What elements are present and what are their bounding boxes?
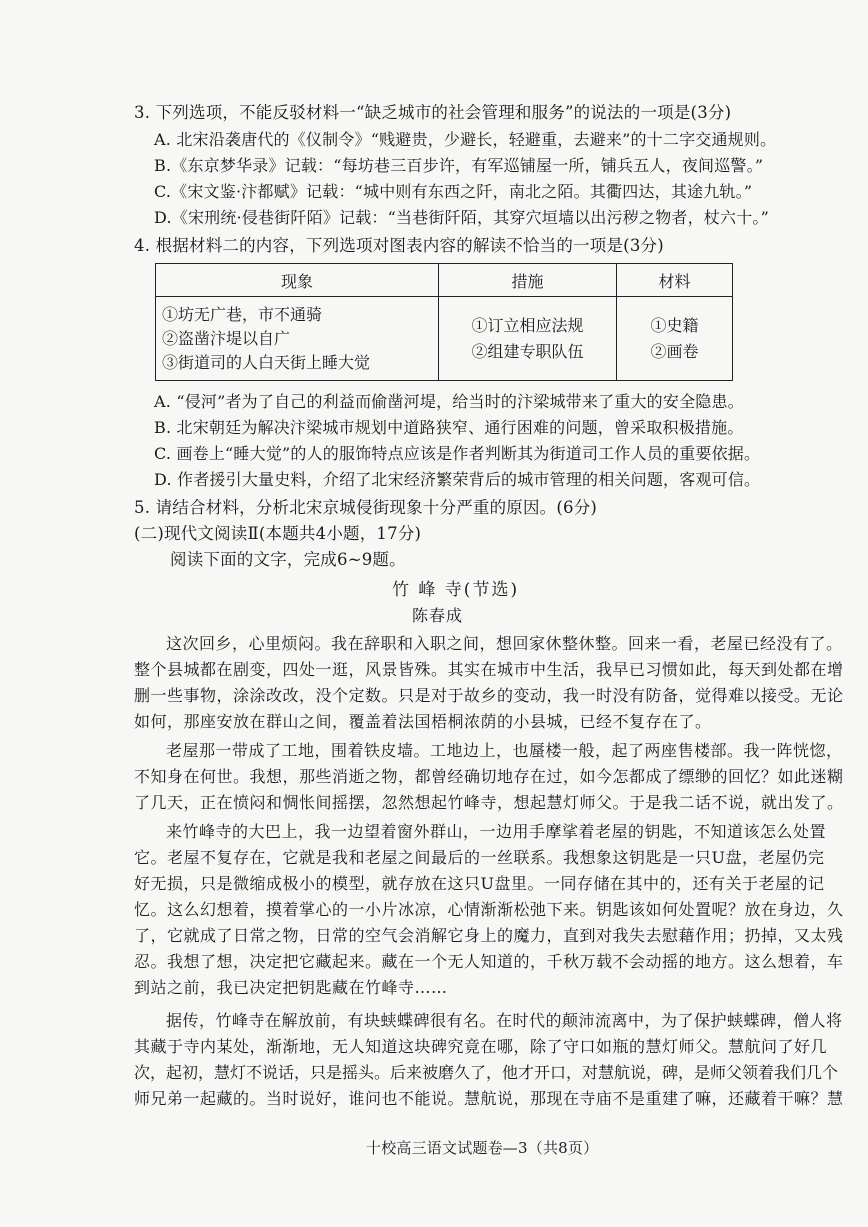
body-line: 好无损，只是微缩成极小的模型，就存放在这只U盘里。一同存储在其中的，还有关于老屋的记 — [134, 874, 825, 893]
body-line: 师兄弟一起藏的。当时说好，谁问也不能说。慧航说，那现在寺庙不是重建了嘛，还藏着干嘛？慧 — [134, 1089, 844, 1108]
article-title: 竹 峰 寺(节选) — [392, 580, 520, 600]
material-2: ②画卷 — [650, 341, 699, 361]
phenomenon-3: ③街道司的人白天街上睡大觉 — [162, 352, 371, 372]
page-footer: 十校高三语文试题卷—3（共8页） — [366, 1139, 599, 1157]
body-line: 老屋那一带成了工地，围着铁皮墙。工地边上，也蜃楼一般，起了两座售楼部。我一阵恍惚， — [166, 741, 843, 760]
question-3-option-a: A. 北宋沿袭唐代的《仪制令》“贱避贵，少避长，轻避重，去避来”的十二字交通规则。 — [154, 130, 777, 149]
question-4-option-c: C. 画卷上“睡大觉”的人的服饰特点应该是作者判断其为街道司工作人员的重要依据。 — [154, 444, 761, 463]
body-line: 如何，那座安放在群山之间，覆盖着法国梧桐浓荫的小县城，已经不复存在了。 — [134, 712, 712, 731]
material-1: ①史籍 — [650, 315, 699, 335]
body-line: 不知身在何世。我想，那些消逝之物，都曾经确切地存在过，如今怎都成了缥缈的回忆？如此迷糊 — [134, 767, 844, 786]
body-line: 次，起初，慧灯不说话，只是摇头。后来被磨久了，他才开口，对慧航说，碑，是师父领着我们几个 — [134, 1063, 839, 1082]
question-3-option-c: C.《宋文鉴·汴都赋》记载：“城中则有东西之阡，南北之陌。其衢四达，其途九轨。” — [154, 182, 753, 201]
body-line: 删一些事物，涂涂改改，没个定数。只是对于故乡的变动，我一时没有防备，觉得难以接受。无论 — [134, 686, 844, 705]
body-line: 这次回乡，心里烦闷。我在辞职和入职之间，想回家休整休整。回来一看，老屋已经没有了。 — [166, 634, 843, 653]
materials-cell — [617, 297, 733, 381]
body-line: 据传，竹峰寺在解放前，有块蛱蝶碑很有名。在时代的颠沛流离中，为了保护蛱蝶碑，僧人将 — [166, 1011, 843, 1030]
body-line: 了几天，正在愤闷和惆怅间摇摆，忽然想起竹峰寺，想起慧灯师父。于是我二话不说，就出发了。 — [134, 793, 844, 812]
question-4-stem: 4. 根据材料二的内容，下列选项对图表内容的解读不恰当的一项是(3分) — [134, 236, 664, 255]
question-3-stem: 3. 下列选项，不能反驳材料一“缺乏城市的社会管理和服务”的说法的一项是(3分) — [134, 103, 732, 122]
body-line: 忆。这么幻想着，摸着掌心的一小片冰凉，心情渐渐松弛下来。钥匙该如何处置呢？放在身边，久 — [134, 900, 844, 919]
measures-cell — [439, 297, 617, 381]
body-line: 它。老屋不复存在，它就是我和老屋之间最后的一丝联系。我想象这钥匙是一只U盘，老屋仍完 — [134, 848, 825, 867]
question-3-option-d: D.《宋刑统·侵巷街阡陌》记载：“当巷街阡陌，其穿穴垣墙以出污秽之物者，杖六十。” — [154, 208, 769, 227]
phenomena-table — [155, 263, 733, 381]
table-header-phenomena: 现象 — [156, 264, 439, 297]
body-line: 到站之前，我已决定把钥匙藏在竹峰寺…… — [134, 978, 448, 997]
section-heading: (二)现代文阅读Ⅱ(本题共4小题，17分) — [134, 524, 422, 543]
reading-instruction: 阅读下面的文字，完成6~9题。 — [170, 550, 406, 569]
article-author: 陈春成 — [412, 606, 464, 625]
body-line: 来竹峰寺的大巴上，我一边望着窗外群山，一边用手摩挲着老屋的钥匙，不知道该怎么处置 — [166, 822, 827, 841]
body-line: 其藏于寺内某处，渐渐地，无人知道这块碑究竟在哪，除了守口如瓶的慧灯师父。慧航问了好几 — [134, 1037, 828, 1056]
table-header-measures: 措施 — [439, 264, 617, 297]
question-3-option-b: B.《东京梦华录》记载：“每坊巷三百步许，有军巡铺屋一所，铺兵五人，夜间巡警。” — [154, 156, 764, 175]
question-5-stem: 5. 请结合材料，分析北宋京城侵街现象十分严重的原因。(6分) — [134, 498, 598, 517]
table-row — [156, 297, 733, 381]
measure-2: ②组建专职队伍 — [471, 341, 584, 361]
body-line: 整个县城都在剧变，四处一逛，风景皆殊。其实在城市中生活，我早已习惯如此，每天到处都在增 — [134, 660, 844, 679]
measure-1: ①订立相应法规 — [471, 315, 584, 335]
phenomena-cell — [156, 297, 439, 381]
phenomenon-2: ②盗凿汴堤以自广 — [162, 328, 291, 348]
table-header-row — [156, 264, 733, 297]
body-line: 了，它就成了日常之物，日常的空气会消解它身上的魔力，直到对我失去慰藉作用；扔掉，又太残 — [134, 926, 844, 945]
phenomenon-1: ①坊无广巷，市不通骑 — [162, 304, 323, 324]
question-4-option-b: B. 北宋朝廷为解决汴梁城市规划中道路狭窄、通行困难的问题，曾采取积极措施。 — [154, 418, 744, 437]
question-4-option-a: A. “侵河”者为了自己的利益而偷凿河堤，给当时的汴梁城带来了重大的安全隐患。 — [154, 392, 744, 411]
question-4-option-d: D. 作者援引大量史料，介绍了北宋经济繁荣背后的城市管理的相关问题，客观可信。 — [154, 470, 761, 489]
body-line: 忍。我想了想，决定把它藏起来。藏在一个无人知道的，千秋万载不会动摇的地方。这么想着，车 — [134, 952, 844, 971]
table-header-materials: 材料 — [617, 264, 733, 297]
